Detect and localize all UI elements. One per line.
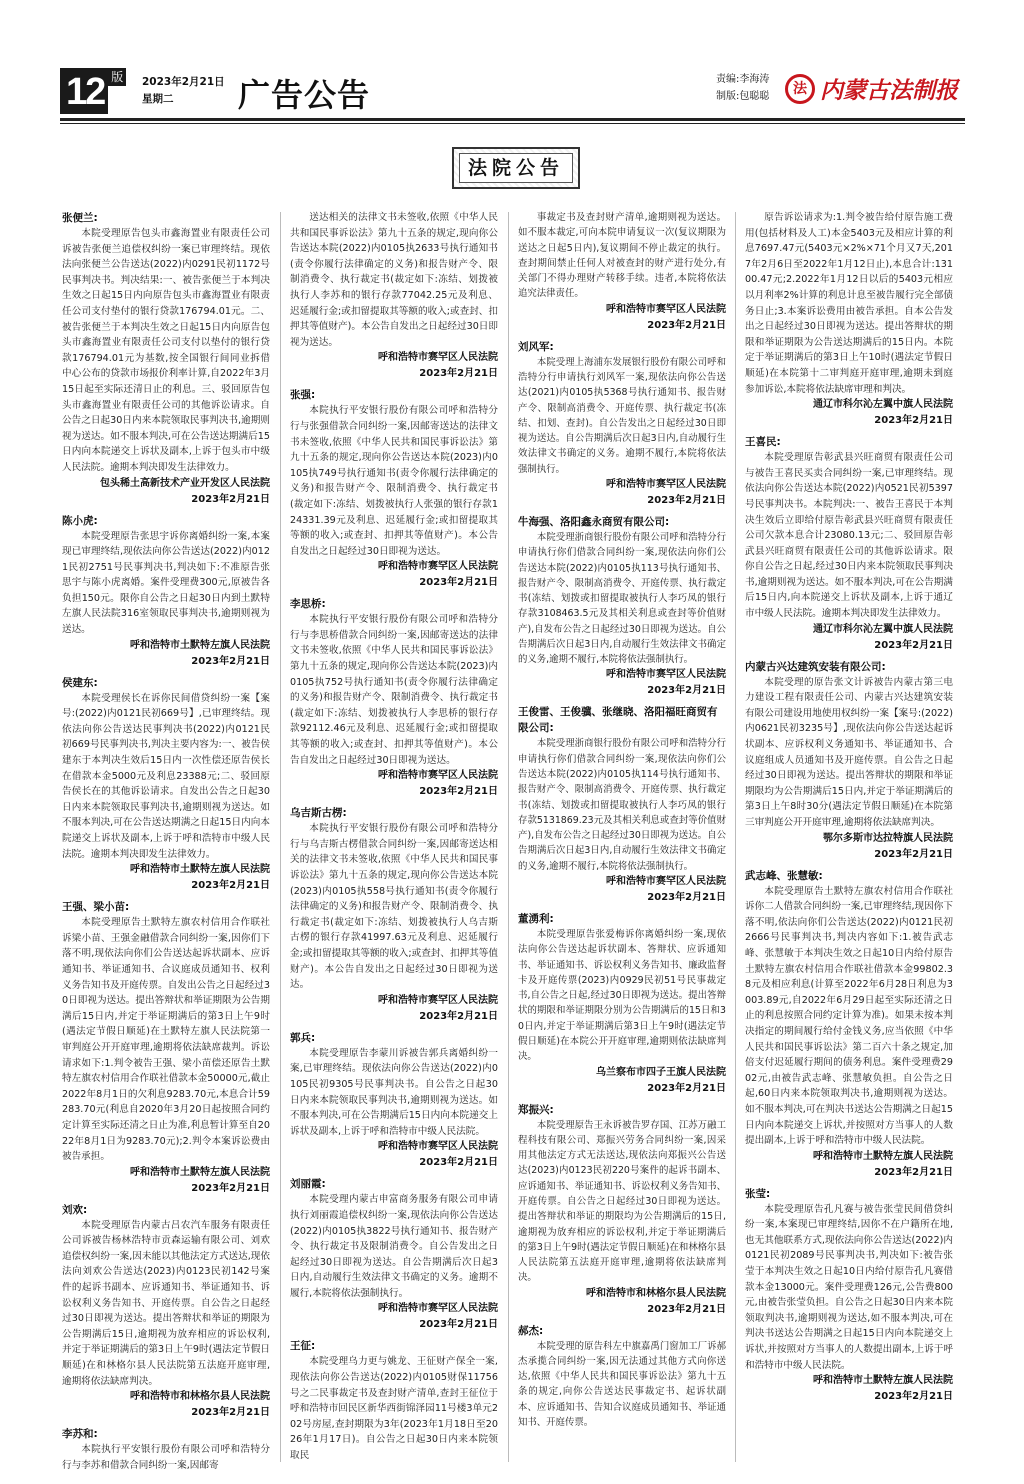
notice-date: 2023年2月21日 [191, 880, 270, 892]
court-notice [290, 387, 498, 591]
court-notice [518, 210, 726, 334]
notice-court: 呼和浩特市赛罕区人民法院 [378, 352, 498, 364]
notice-party: 李思桥: [290, 598, 326, 611]
notice-party: 张强: [290, 389, 316, 402]
page-number: 12 [60, 68, 108, 114]
court-notice [62, 899, 270, 1197]
page-number-badge [60, 68, 126, 114]
notice-date: 2023年2月21日 [874, 1391, 953, 1403]
court-notice [62, 210, 270, 508]
notice-date: 2023年2月21日 [191, 1407, 270, 1419]
page-header [60, 68, 965, 116]
notice-body: 本院执行平安银行股份有限公司呼和浩特分行与张强借款合同纠纷一案,因邮寄送达的法律文书未签收,依照《中华人民共和国民事诉讼法》第九十五条的规定,现向你公告送达本院(2023)内0105执749号执行通知书(责令你履行法律确定的义务)和报告财产令、限制消费令、执行裁定书(裁定如下:冻结、划拨被执行人张强的银行存款124331.39元及利息、迟延履行金;或扣留提取其等额的收入;或查封、扣押其等值财产)。本公告自发出之日起经过30日即视为送达。 [290, 405, 498, 557]
notice-date: 2023年2月21日 [419, 368, 498, 380]
section-banner [452, 147, 580, 189]
court-notice [518, 339, 726, 509]
notice-party: 王俊雷、王俊骥、张继晓、洛阳福旺商贸有限公司: [518, 706, 718, 735]
notice-body: 事裁定书及查封财产清单,逾期则视为送达。如不服本裁定,可向本院申请复议一次(复议期限为送达之日起5日内),复议期间不停止裁定的执行。查封期间禁止任何人对被查封的财产进行处分,有关部门不得办理财产转移手续。违者,本院将依法追究法律责任。 [518, 212, 726, 300]
notice-date: 2023年2月21日 [419, 577, 498, 589]
notice-party: 内蒙古兴达建筑安装有限公司: [745, 660, 886, 673]
notice-body: 本院受理原告孔凡赛与被告张莹民间借贷纠纷一案,本案现已审理终结,因你不在户籍所在地,也无其他联系方式,现依法向你公告送达(2022)内0121民初2089号民事判决书,判决如下:被告张莹于本判决生效之日起10日内给付原告孔凡赛借款本金13000元。案件受理费126元,公告费800元,由被告张莹负担。自公告之日起30日内来本院领取判决书,逾期则视为送达,如不服本判决,可在判决书送达公告期满之日起15日内向本院递交上诉状,并按照对方当事人的人数提出副本,上诉于呼和浩特市中级人民法院。 [745, 1203, 953, 1371]
notice-court: 呼和浩特市土默特左旗人民法院 [813, 1375, 953, 1387]
editor-name: 责编:李海涛 [716, 74, 770, 85]
notice-date: 2023年2月21日 [191, 655, 270, 667]
notice-body: 原告诉讼请求为:1.判令被告给付原告施工费用(包括材料及人工)本金5403元及相应计算的利息7697.47元(5403元×2%×71个月又7天,2017年2月6日至2022年1月12日止),本息合计:13100.47元;2.2022年1月12日以后的5403元相应以月利率2%计算的利息计息至被告履行完全部债务日止;3.本案诉讼费用由被告承担。自本公告发出之日起经过30日即视为送达。提出答辩状的期限和举证期限为公告送达期满后的15日内。本院定于举证期满后的第3日上午10时(遇法定节假日顺延)在本院第十二审判庭开庭审理,逾期未到庭参加诉讼,本院将依法缺席审理和判决。 [745, 212, 953, 395]
notice-court: 呼和浩特市赛罕区人民法院 [378, 770, 498, 782]
notice-court: 呼和浩特市土默特左旗人民法院 [130, 864, 270, 876]
notice-court: 呼和浩特市赛罕区人民法院 [606, 303, 726, 315]
notice-court: 呼和浩特市土默特左旗人民法院 [130, 639, 270, 651]
notice-body: 送达相关的法律文书未签收,依照《中华人民共和国民事诉讼法》第九十五条的规定,现向你公告送达本院(2022)内0105执2633号执行通知书(责令你履行法律确定的义务)和报告财产令、限制消费令、执行裁定书(裁定如下:冻结、划拨被执行人李苏和的银行存款77042.25元及利息、迟延履行金;或扣留提取其等额的收入;或查封、扣押其等值财产)。本公告自发出之日起经过30日即视为送达。 [290, 212, 498, 348]
notice-date: 2023年2月21日 [647, 319, 726, 331]
court-notice [290, 1030, 498, 1172]
producer-name: 制版:包聪聪 [716, 91, 770, 102]
notice-date: 2023年2月21日 [874, 415, 953, 427]
page-suffix: 版 [108, 68, 126, 86]
notice-party: 李苏和: [62, 1428, 98, 1441]
notice-party: 郑振兴: [518, 1103, 554, 1116]
notice-body: 本院受理上海浦东发展银行股份有限公司呼和浩特分行申请执行刘风军一案,现依法向你公告送达(2021)内0105执5368号执行通知书、报告财产令、限制高消费令、开庭传票、执行裁定书(冻结、扣划、查封)。自公告发出之日起经过30日即视为送达。自公告期满后次日起3日内,自动履行生效法律文书确定的义务。逾期不履行,本院将依法强制执行。 [518, 356, 726, 475]
court-notice [290, 805, 498, 1025]
notice-party: 王强、梁小苗: [62, 901, 130, 914]
notice-body: 本院受理原告张思宇诉你离婚纠纷一案,本案现已审理终结,现依法向你公告送达(2022)内0121民初2751号民事判决书,判决如下:不准原告张思宇与陈小虎离婚。案件受理费300元,原被告各负担150元。限你自公告之日起30日内到土默特左旗人民法院316室领取民事判决书,逾期则视为送达。 [62, 530, 270, 636]
court-notice [518, 704, 726, 906]
notice-body: 本院执行平安银行股份有限公司呼和浩特分行与李思桥借款合同纠纷一案,因邮寄送达的法律文书未签收,依照《中华人民共和国民事诉讼法》第九十五条的规定,现向你公告送达本院(2023)内0105执752号执行通知书(责令你履行法律确定的义务)和报告财产令、限制消费令、执行裁定书(裁定如下:冻结、划拨被执行人李思桥的银行存款92112.46元及利息、迟延履行金;或扣留提取其等额的收入;或查封、扣押其等值财产)。本公告自发出之日起经过30日即视为送达。 [290, 614, 498, 766]
notice-court: 呼和浩特市赛罕区人民法院 [378, 561, 498, 573]
header-rule-thin [60, 123, 965, 124]
notice-body: 本院受理原告彰武县兴旺商贸有限责任公司与被告王喜民买卖合同纠纷一案,已审理终结。现依法向你公告送达本院(2022)内0521民初5397号民事判决书。本院判决:一、被告王喜民于本判决生效后立即给付原告彰武县兴旺商贸有限责任公司欠款本息合计23080.13元;二、驳回原告彰武县兴旺商贸有限责任公司的其他诉讼请求。限你自公告之日起,经过30日内来本院领取民事判决书,逾期则视为送达。如不服本判决,可在公告期满后15日内,向本院递交上诉状及副本,上诉于通辽市中级人民法院。逾期本判决即发生法律效力。 [745, 452, 953, 620]
notice-body: 本院受理浙商银行股份有限公司呼和浩特分行申请执行你们借款合同纠纷一案,现依法向你们公告送达本院(2022)内0105执114号执行通知书、报告财产令、限制高消费令、开庭传票、执行裁定书(冻结、划拨或扣留提取被执行人李巧凤的银行存款5131869.23元及其相关利息或查封等价值财产),自发布公告之日起经过30日即视为送达。自公告期满后次日起3日内,自动履行生效法律文书确定的义务,逾期不履行,本院将依法强制执行。 [518, 738, 726, 872]
court-notice [290, 210, 498, 382]
notice-court: 呼和浩特市和林格尔县人民法院 [130, 1391, 270, 1403]
notice-party: 张便兰: [62, 212, 98, 224]
newspaper-name: 内蒙古法制报 [820, 77, 958, 104]
newspaper-logo [785, 72, 958, 105]
notice-date: 2023年2月21日 [647, 892, 726, 903]
notice-court: 呼和浩特市赛罕区人民法院 [606, 669, 726, 681]
court-notice [745, 659, 953, 863]
notice-court: 呼和浩特市赛罕区人民法院 [378, 994, 498, 1006]
notice-date: 2023年2月21日 [647, 494, 726, 506]
notice-column-4 [745, 210, 953, 1410]
issue-date-block [142, 74, 225, 108]
notice-party: 王喜民: [745, 436, 781, 449]
notice-party: 牛海强、洛阳鑫永商贸有限公司: [518, 515, 670, 528]
court-notice [745, 434, 953, 654]
court-notice [518, 514, 726, 700]
notice-body: 本院受理原告土默特左旗农村信用合作联社诉你二人借款合同纠纷一案,已审理终结,现因你下落不明,依法向你们公告送达(2022)内0121民初2666号民事判决书,判决内容如下:1.被告武志峰、张慧敏于本判决生效之日起10日内给付原告土默特左旗农村信用合作联社借款本金99802.38元及相应利息(计算至2022年6月28日利息为3003.89元,自2022年6月29日起至实际还清之日止的利息按照合同约定计算为准)。如果未按本判决指定的期间履行给付金钱义务,应当依照《中华人民共和国民事诉讼法》第二百六十条之规定,加倍支付迟延履行期间的债务利息。案件受理费2902元,由被告武志峰、张慧敏负担。自公告之日起,60日内来本院领取判决书,逾期则视为送达。如不服本判决,可在判决书送达公告期满之日起15日内向本院递交上诉状,并按照对方当事人的人数提出副本,上诉于呼和浩特市中级人民法院。 [745, 885, 953, 1147]
notice-date: 2023年2月21日 [191, 1182, 270, 1194]
banner-title: 法院公告 [459, 153, 573, 183]
notice-party: 陈小虎: [62, 514, 98, 527]
notice-date: 2023年2月21日 [419, 1319, 498, 1331]
section-title: 广告公告 [238, 76, 371, 114]
notice-body: 本院受理原告张爱梅诉你离婚纠纷一案,现依法向你公告送达起诉状副本、答辩状、应诉通知书、举证通知书、诉讼权利义务告知书、廉政监督卡及开庭传票(2023)内0929民初51号民事裁定书,自公告之日起,经过30日即视为送达。提出答辩状的期限和举证期限分别为公告期满后的15日和30日内,并定于举证期满后第3日上午9时(遇法定节假日顺延)在本院公开开庭审理,逾期则依法缺席判决。 [518, 929, 726, 1063]
notice-court: 乌兰察布市四子王旗人民法院 [596, 1066, 726, 1078]
notice-party: 郝杰: [518, 1324, 544, 1337]
notice-party: 侯建东: [62, 676, 98, 689]
notice-body: 本院执行平安银行股份有限公司呼和浩特分行与李苏和借款合同纠纷一案,因邮寄 [62, 1444, 270, 1471]
notice-date: 2023年2月21日 [419, 1010, 498, 1022]
court-notice [62, 1202, 270, 1422]
notice-party: 刘风军: [518, 340, 554, 353]
notice-court: 呼和浩特市赛罕区人民法院 [378, 1141, 498, 1153]
court-notice [62, 1426, 270, 1473]
notice-date: 2023年2月21日 [874, 848, 953, 860]
notice-column-3 [518, 210, 726, 1435]
notice-body: 本院受理浙商银行股份有限公司呼和浩特分行申请执行你们借款合同纠纷一案,现依法向你们公告送达本院(2022)内0105执113号执行通知书、报告财产令、限制高消费令、开庭传票、执行裁定书(冻结、划拨或扣留提取被执行人李巧凤的银行存款3108463.5元及其相关利息或查封等价值财产),自发布公告之日起经过30日即视为送达。自公告期满后次日起3日内,自动履行生效法律文书确定的义务,逾期不履行,本院将依法强制执行。 [518, 531, 726, 666]
column-divider [508, 212, 509, 1462]
notice-court: 通辽市科尔沁左翼中旗人民法院 [813, 623, 953, 635]
notice-body: 本院受理侯长在诉你民间借贷纠纷一案【案号:(2022)内0121民初669号】,已审理终结。现依法向你公告送达民事判决书(2022)内0121民初669号民事判决书,判决主要内容为:一、被告侯建东于本判决生效后15日内一次性偿还原告侯长在借款本金5000元及利息23388元;二、驳回原告侯长在的其他诉讼请求。自发出公告之日起30日内来本院领取民事判决书,逾期则视为送达。如不服本判决,可在公告送达期满之日起15日内向本院递交上诉状及副本,上诉于呼和浩特市中级人民法院。逾期本判决即发生法律效力。 [62, 692, 270, 860]
notice-court: 呼和浩特市赛罕区人民法院 [378, 1303, 498, 1315]
notice-body: 本院受理内蒙古申富商务服务有限公司申请执行刘丽霞追偿权纠纷一案,现依法向你公告送达(2022)内0105执3822号执行通知书、报告财产令、执行裁定书及限制消费令。自公告发出之日起经过30日即视为送达。自公告期满后次日起3日内,自动履行生效法律文书确定的义务。逾期不履行,本院将依法强制执行。 [290, 1194, 498, 1299]
notice-body: 本院受理原告王永诉被告罗存国、江苏万融工程科技有限公司、郑振兴劳务合同纠纷一案,因采用其他法定方式无法送达,现依法向郑振兴公告送达(2023)内0123民初220号案件的起诉书副本、应诉通知书、举证通知书、诉讼权利义务告知书、开庭传票。自公告之日起经过30日即视为送达。提出答辩状和举证的期限均为公告期满后的15日,逾期视为放弃相应的诉讼权利,并定于举证期满后的第3日上午9时(遇法定节假日顺延)在和林格尔县人民法院第五法庭开庭审理,逾期将依法缺席判决。 [518, 1119, 726, 1284]
court-notice [518, 1323, 726, 1431]
court-notice [518, 911, 726, 1097]
notice-body: 本院受理原告土默特左旗农村信用合作联社诉梁小苗、王强金融借款合同纠纷一案,因你们下落不明,现依法向你们公告送达起诉状副本、应诉通知书、举证通知书、合议庭成员通知书、权利义务告知书及开庭传票。自发出公告之日起经过30日即视为送达。提出答辩状和举证期限为公告期满后15日内,并定于举证期满后的第3日上午9时(遇法定节假日顺延)在土默特左旗人民法院第一审判庭公开开庭审理,逾期将依法缺席裁判。诉讼请求如下:1.判令被告王强、梁小苗偿还原告土默特左旗农村信用合作联社借款本金50000元,截止2022年8月1日的欠利息9283.70元,本息合计59283.70元(利息自2020年3月20日起按照合同约定计算至实际还清之日止为准,利息暂计算至自2022年8月1日为9283.70元);2.判令本案诉讼费由被告承担。 [62, 917, 270, 1163]
logo-mark-icon: 法 [785, 74, 815, 104]
column-divider [280, 212, 281, 1462]
court-notice [745, 868, 953, 1181]
notice-column-2 [290, 210, 498, 1469]
notice-body: 本院执行平安银行股份有限公司呼和浩特分行与乌吉斯古楞借款合同纠纷一案,因邮寄送达相关的法律文书未签收,依照《中华人民共和国民事诉讼法》第九十五条的规定,现向你公告送达本院(2023)内0105执558号执行通知书(责令你履行法律确定的义务)和报告财产令、限制消费令、执行裁定书(裁定如下:冻结、划拨被执行人乌吉斯古楞的银行存款41997.63元及利息、迟延履行金;或扣留提取其等额的收入;或查封、扣押其等值财产)。本公告自发出之日起经过30日即视为送达。 [290, 823, 498, 991]
notice-party: 张莹: [745, 1187, 771, 1200]
notice-body: 本院受理的原告科左中旗嘉禹门窗加工厂诉郝杰承揽合同纠纷一案,因无法通过其他方式向你送达,依照《中华人民共和国民事诉讼法》第九十五条的规定,向你公告送达民事裁定书、起诉状副本、应诉通知书、告知合议庭成员通知书、举证通知书、开庭传票。 [518, 1340, 726, 1429]
column-divider [735, 212, 736, 1462]
notice-party: 郭兵: [290, 1031, 316, 1044]
editor-credits [716, 71, 769, 105]
notice-body: 本院受理原告包头市鑫海置业有限责任公司诉被告张便兰追偿权纠纷一案已审理终结。现依法向张便兰公告送达(2022)内0291民初1172号民事判决书。判决结果:一、被告张便兰于本判决生效之日起15日内向原告包头市鑫海置业有限责任公司支付垫付的银行贷款176794.01元。二、被告张便兰于本判决生效之日起15日内向原告包头市鑫海置业有限责任公司支付以垫付的银行贷款176794.01元为基数,按全国银行间同业拆借中心公布的贷款市场报价利率计算,自2022年3月15日起至实际还清日止的利息。三、驳回原告包头市鑫海置业有限责任公司的其他诉讼请求。自公告之日起30日内来本院领取民事判决书,逾期则视为送达。如不服本判决,可在公告送达期满后15日内向本院递交上诉状及副本,上诉于包头市中级人民法院。逾期本判决即发生法律效力。 [62, 228, 270, 473]
notice-date: 2023年2月21日 [874, 639, 953, 651]
notice-court: 通辽市科尔沁左翼中旗人民法院 [813, 399, 953, 411]
notice-date: 2023年2月21日 [191, 493, 270, 505]
court-notice [290, 1338, 498, 1463]
notice-court: 鄂尔多斯市达拉特旗人民法院 [823, 832, 953, 844]
notice-date: 2023年2月21日 [647, 685, 726, 697]
notice-court: 呼和浩特市土默特左旗人民法院 [130, 1166, 270, 1178]
notice-body: 本院受理的原告张文计诉被告内蒙古第三电力建设工程有限责任公司、内蒙古兴达建筑安装有限公司建设用地使用权纠纷一案【案号:(2022)内0621民初3235号】,现依法向你公告送达起诉状副本、应诉权利义务通知书、举证通知书、合议庭组成人员通知书及开庭传票。自公告之日起经过30日即视为送达。提出答辩状的期限和举证期限均为公告期满后15日内,并定于举证期满后的第3日上午8时30分(遇法定节假日顺延)在本院第三审判庭公开开庭审理,逾期将依法缺席判决。 [745, 676, 953, 828]
notice-body: 本院受理乌力更与姚龙、王征财产保全一案,现依法向你公告送达(2022)内0105财保11756号之二民事裁定书及查封财产清单,查封王征位于呼和浩特市回民区新华西街锦泽园11号楼3单元202号房屋,查封期限为3年(2023年1月18日至2026年1月17日)。自公告之日起30日内来本院领取民 [290, 1356, 498, 1462]
notice-court: 呼和浩特市土默特左旗人民法院 [813, 1150, 953, 1162]
court-notice [745, 210, 953, 429]
notice-party: 武志峰、张慧敏: [745, 869, 823, 882]
court-notice [62, 675, 270, 895]
notice-party: 王征: [290, 1340, 316, 1353]
notice-date: 2023年2月21日 [647, 1082, 726, 1094]
notice-column-1 [62, 210, 270, 1478]
notice-party: 董湧利: [518, 913, 554, 925]
notice-court: 呼和浩特市赛罕区人民法院 [606, 478, 726, 490]
notice-date: 2023年2月21日 [419, 1157, 498, 1169]
issue-date: 2023年2月21日 [142, 76, 225, 88]
notice-body: 本院受理原告李蒙川诉被告郭兵离婚纠纷一案,已审理终结。现依法向你公告送达(2022)内0105民初9305号民事判决书。自公告之日起30日内来本院领取民事判决书,逾期则视为送达。如不服本判决,可在公告期满后15日内向本院递交上诉状及副本,上诉于呼和浩特市中级人民法院。 [290, 1047, 498, 1137]
notice-court: 呼和浩特市和林格尔县人民法院 [586, 1287, 726, 1299]
notice-party: 刘丽霞: [290, 1178, 326, 1191]
notice-date: 2023年2月21日 [419, 786, 498, 798]
notice-party: 刘欢: [62, 1203, 88, 1216]
notice-body: 本院受理原告内蒙古吕农汽车服务有限责任公司诉被告杨林浩特市贡森运输有限公司、刘欢追偿权纠纷一案,因未能以其他法定方式送达,现依法向刘欢公告送达(2023)内0123民初142号案件的起诉书副本、应诉通知书、举证通知书、诉讼权利义务告知书、开庭传票。自公告之日起经过30日即视为送达。提出答辩状和举证的期限为公告期满后15日,逾期视为放弃相应的诉讼权利,并定于举证期满后的第3日上午9时(遇法定节假日顺延)在和林格尔县人民法院第五法庭开庭审理,逾期将依法缺席判决。 [62, 1219, 270, 1387]
court-notice [62, 513, 270, 670]
notice-date: 2023年2月21日 [647, 1303, 726, 1315]
issue-weekday: 星期二 [142, 93, 174, 105]
notice-party: 乌吉斯古楞: [290, 807, 347, 820]
court-notice [518, 1102, 726, 1318]
notice-court: 呼和浩特市赛罕区人民法院 [606, 876, 726, 887]
court-notice [290, 596, 498, 800]
court-notice [745, 1186, 953, 1406]
notice-court: 包头稀土高新技术产业开发区人民法院 [100, 477, 270, 489]
header-rule [60, 118, 965, 121]
court-notice [290, 1176, 498, 1333]
notice-date: 2023年2月21日 [874, 1166, 953, 1178]
